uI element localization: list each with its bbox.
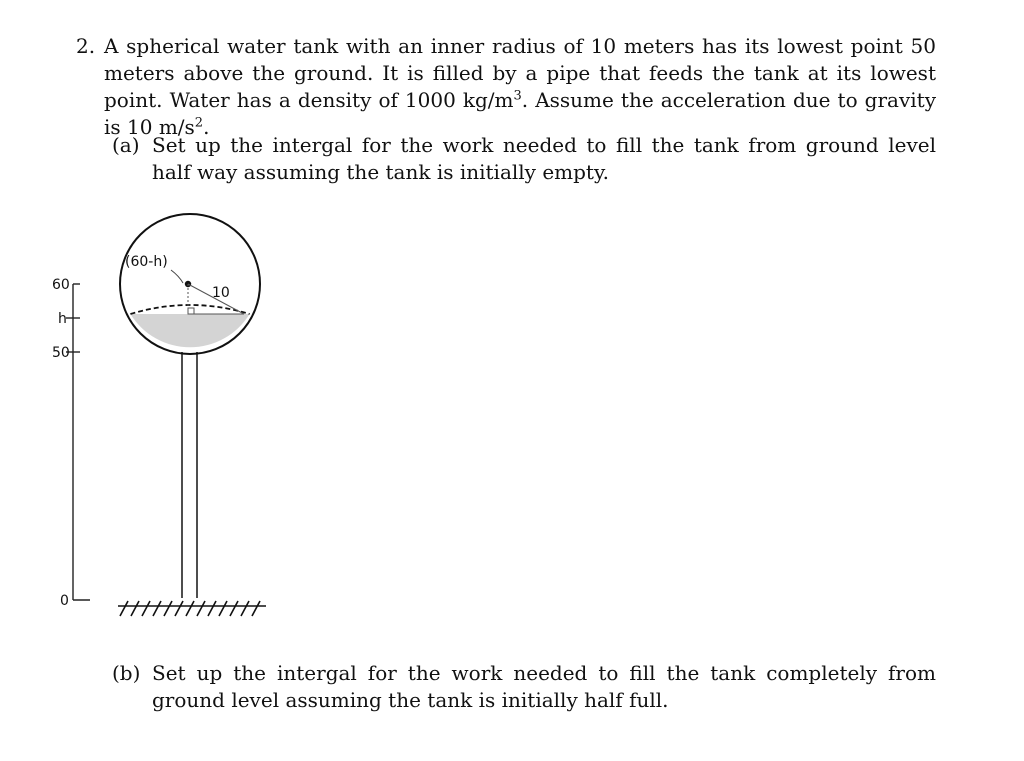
depth-label: (60-h) [125,254,168,270]
part-b [112,660,936,714]
radius-label: 10 [212,285,230,301]
problem-text: A spherical water tank with an inner radius of 10 meters has its lowest point 50 meters above the ground. It is filled by a pipe that feeds the tank at its lowest point. Water has a density of 1000 $kg/m^3$. Assume the acceleration due to gravity is 10 $m/s^2$. [104,34,937,139]
tick-label-50: 50 [52,345,70,361]
ground-hatching [118,601,266,616]
water-surface-slice [130,305,249,314]
water-fill [130,314,249,347]
tick-label-0: 0 [60,593,69,609]
part-b-text: Set up the intergal for the work needed to fill the tank completely from ground level assuming the tank is initially half full. [152,661,936,712]
depth-label-leader [171,270,183,283]
tick-label-h: h [58,311,67,327]
part-a-label: (a) [112,133,140,157]
right-angle-marker [188,308,194,314]
part-a-text: Set up the intergal for the work needed to fill the tank from ground level half way assuming the tank is initially empty. [152,133,936,184]
tick-label-60: 60 [52,277,70,293]
problem-number: 2. [76,34,96,58]
part-b-label: (b) [112,661,141,685]
